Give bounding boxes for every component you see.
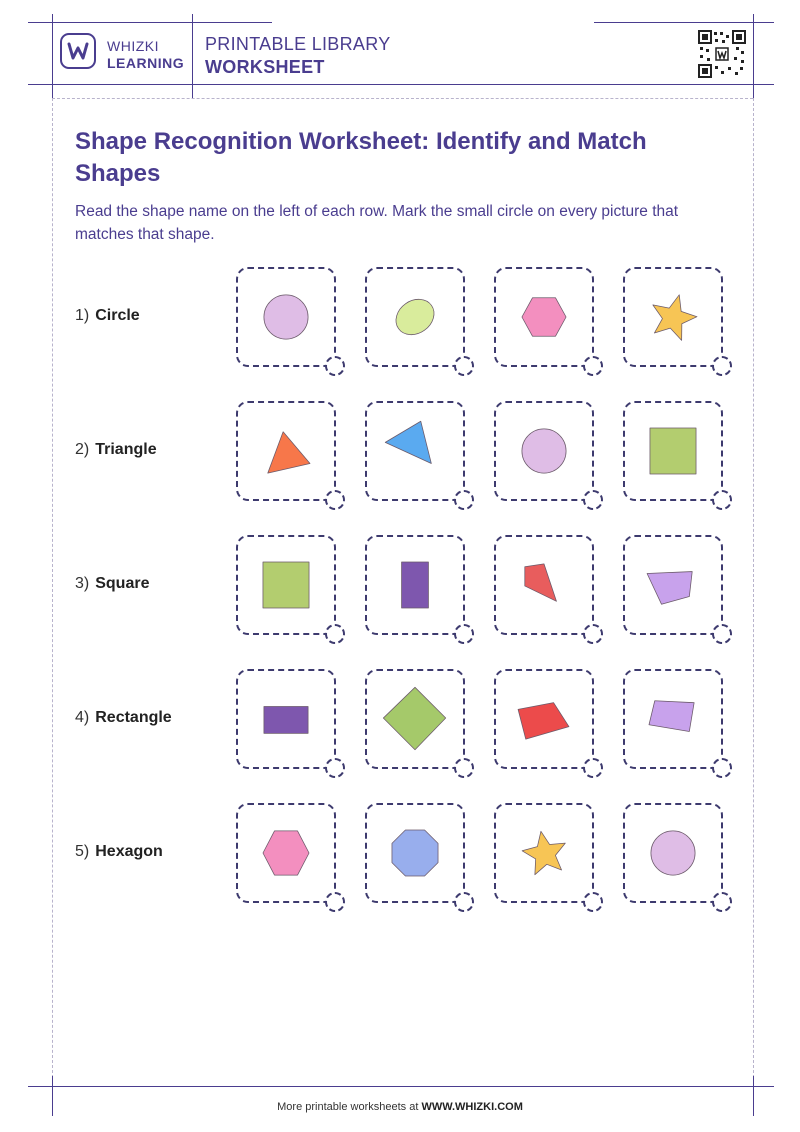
- triangle-shape: [238, 403, 334, 499]
- quadrilateral-fill: [647, 572, 692, 605]
- shape-card: [623, 669, 723, 769]
- triangle-fill: [268, 432, 310, 473]
- quadrilateral-fill: [518, 703, 569, 739]
- row-number: 3): [75, 575, 90, 592]
- header-divider: [192, 14, 193, 98]
- answer-mark-circle[interactable]: [712, 892, 732, 912]
- ellipse-shape: [367, 269, 463, 365]
- hexagon-shape: [238, 805, 334, 901]
- header-left-border: [52, 14, 53, 98]
- rectangle-shape: [238, 671, 334, 767]
- rectangle-fill: [264, 707, 308, 734]
- answer-mark-circle[interactable]: [712, 758, 732, 778]
- answer-mark-circle[interactable]: [454, 624, 474, 644]
- square-fill: [650, 428, 696, 474]
- star-fill: [522, 831, 565, 874]
- triangle-fill: [385, 421, 431, 463]
- circle-shape: [238, 269, 334, 365]
- row-number: 2): [75, 441, 90, 458]
- shape-card: [236, 401, 336, 501]
- footer-text: [0, 1101, 800, 1113]
- qr-code-icon: [698, 30, 746, 78]
- row-shape-name: Circle: [95, 307, 140, 324]
- answer-mark-circle[interactable]: [454, 490, 474, 510]
- answer-mark-circle[interactable]: [325, 490, 345, 510]
- row-label: [75, 307, 140, 325]
- answer-mark-circle[interactable]: [583, 624, 603, 644]
- answer-mark-circle[interactable]: [325, 758, 345, 778]
- header-bottom-rule: [28, 84, 774, 85]
- circle-fill: [651, 831, 695, 875]
- row-shape-name: Rectangle: [95, 709, 172, 726]
- shape-card: [236, 267, 336, 367]
- circle-fill: [522, 429, 566, 473]
- hexagon-fill: [263, 831, 309, 875]
- row-label: [75, 843, 163, 861]
- answer-mark-circle[interactable]: [583, 892, 603, 912]
- shape-card: [365, 401, 465, 501]
- hexagon-shape: [496, 269, 592, 365]
- hexagon-fill: [522, 298, 566, 336]
- row-label: [75, 709, 172, 727]
- ellipse-fill: [389, 292, 441, 342]
- row-label: [75, 441, 157, 459]
- square-shape: [238, 537, 334, 633]
- diamond-fill: [383, 687, 445, 749]
- answer-mark-circle[interactable]: [454, 356, 474, 376]
- shape-card: [623, 401, 723, 501]
- shape-card: [494, 267, 594, 367]
- shape-card: [494, 803, 594, 903]
- quadrilateral-shape: [496, 537, 592, 633]
- shape-card: [494, 535, 594, 635]
- shape-card: [236, 669, 336, 769]
- instructions: Read the shape name on the left of each row. Mark the small circle on every picture that matches that shape.: [75, 203, 679, 243]
- row-shape-name: Triangle: [95, 441, 157, 458]
- quadrilateral-shape: [625, 671, 721, 767]
- circle-fill: [264, 295, 308, 339]
- quadrilateral-shape: [625, 537, 721, 633]
- square-fill: [263, 562, 309, 608]
- shape-card: [365, 803, 465, 903]
- footer-site-link[interactable]: WWW.WHIZKI.COM: [421, 1101, 523, 1113]
- row-shape-name: Square: [95, 575, 150, 592]
- octagon-fill: [392, 830, 438, 876]
- brand-name-top: WHIZKI: [107, 38, 159, 54]
- row-number: 1): [75, 307, 90, 324]
- row-shape-name: Hexagon: [95, 843, 163, 860]
- shape-card: [236, 535, 336, 635]
- answer-mark-circle[interactable]: [712, 356, 732, 376]
- diamond-shape: [367, 671, 463, 767]
- answer-mark-circle[interactable]: [712, 490, 732, 510]
- square-shape: [625, 403, 721, 499]
- page-title: Shape Recognition Worksheet: Identify and Match Shapes: [75, 128, 647, 187]
- worksheet-label: WORKSHEET: [205, 57, 325, 77]
- octagon-shape: [367, 805, 463, 901]
- quadrilateral-fill: [649, 701, 694, 732]
- quadrilateral-fill: [525, 564, 557, 601]
- answer-mark-circle[interactable]: [454, 892, 474, 912]
- library-label: PRINTABLE LIBRARY: [205, 34, 391, 54]
- shape-card: [623, 535, 723, 635]
- answer-mark-circle[interactable]: [583, 490, 603, 510]
- shape-card: [623, 267, 723, 367]
- answer-mark-circle[interactable]: [583, 758, 603, 778]
- answer-mark-circle[interactable]: [325, 624, 345, 644]
- row-number: 4): [75, 709, 90, 726]
- brand-name-bottom: LEARNING: [107, 55, 185, 71]
- page-right-border: [753, 98, 754, 1088]
- shape-card: [365, 267, 465, 367]
- answer-mark-circle[interactable]: [454, 758, 474, 778]
- header-right-border: [753, 14, 754, 98]
- page-left-border: [52, 98, 53, 1088]
- shape-card: [365, 669, 465, 769]
- row-label: [75, 575, 149, 593]
- answer-mark-circle[interactable]: [712, 624, 732, 644]
- shape-card: [494, 669, 594, 769]
- row-number: 5): [75, 843, 90, 860]
- page-top-border: [52, 98, 753, 99]
- triangle-shape: [367, 403, 463, 499]
- star-fill: [653, 295, 697, 341]
- shape-card: [494, 401, 594, 501]
- quadrilateral-shape: [496, 671, 592, 767]
- star-shape: [625, 269, 721, 365]
- w-logo-icon: [60, 33, 96, 69]
- star-shape: [496, 805, 592, 901]
- footer-prefix: More printable worksheets at: [277, 1101, 422, 1113]
- shape-card: [365, 535, 465, 635]
- rectangle-fill: [402, 562, 429, 608]
- header-top-rule-right: [594, 22, 774, 23]
- shape-card: [236, 803, 336, 903]
- answer-mark-circle[interactable]: [325, 892, 345, 912]
- header-top-rule: [28, 22, 272, 23]
- answer-mark-circle[interactable]: [583, 356, 603, 376]
- circle-shape: [625, 805, 721, 901]
- footer-rule: [28, 1086, 774, 1087]
- answer-mark-circle[interactable]: [325, 356, 345, 376]
- rectangle-shape: [367, 537, 463, 633]
- circle-shape: [496, 403, 592, 499]
- shape-card: [623, 803, 723, 903]
